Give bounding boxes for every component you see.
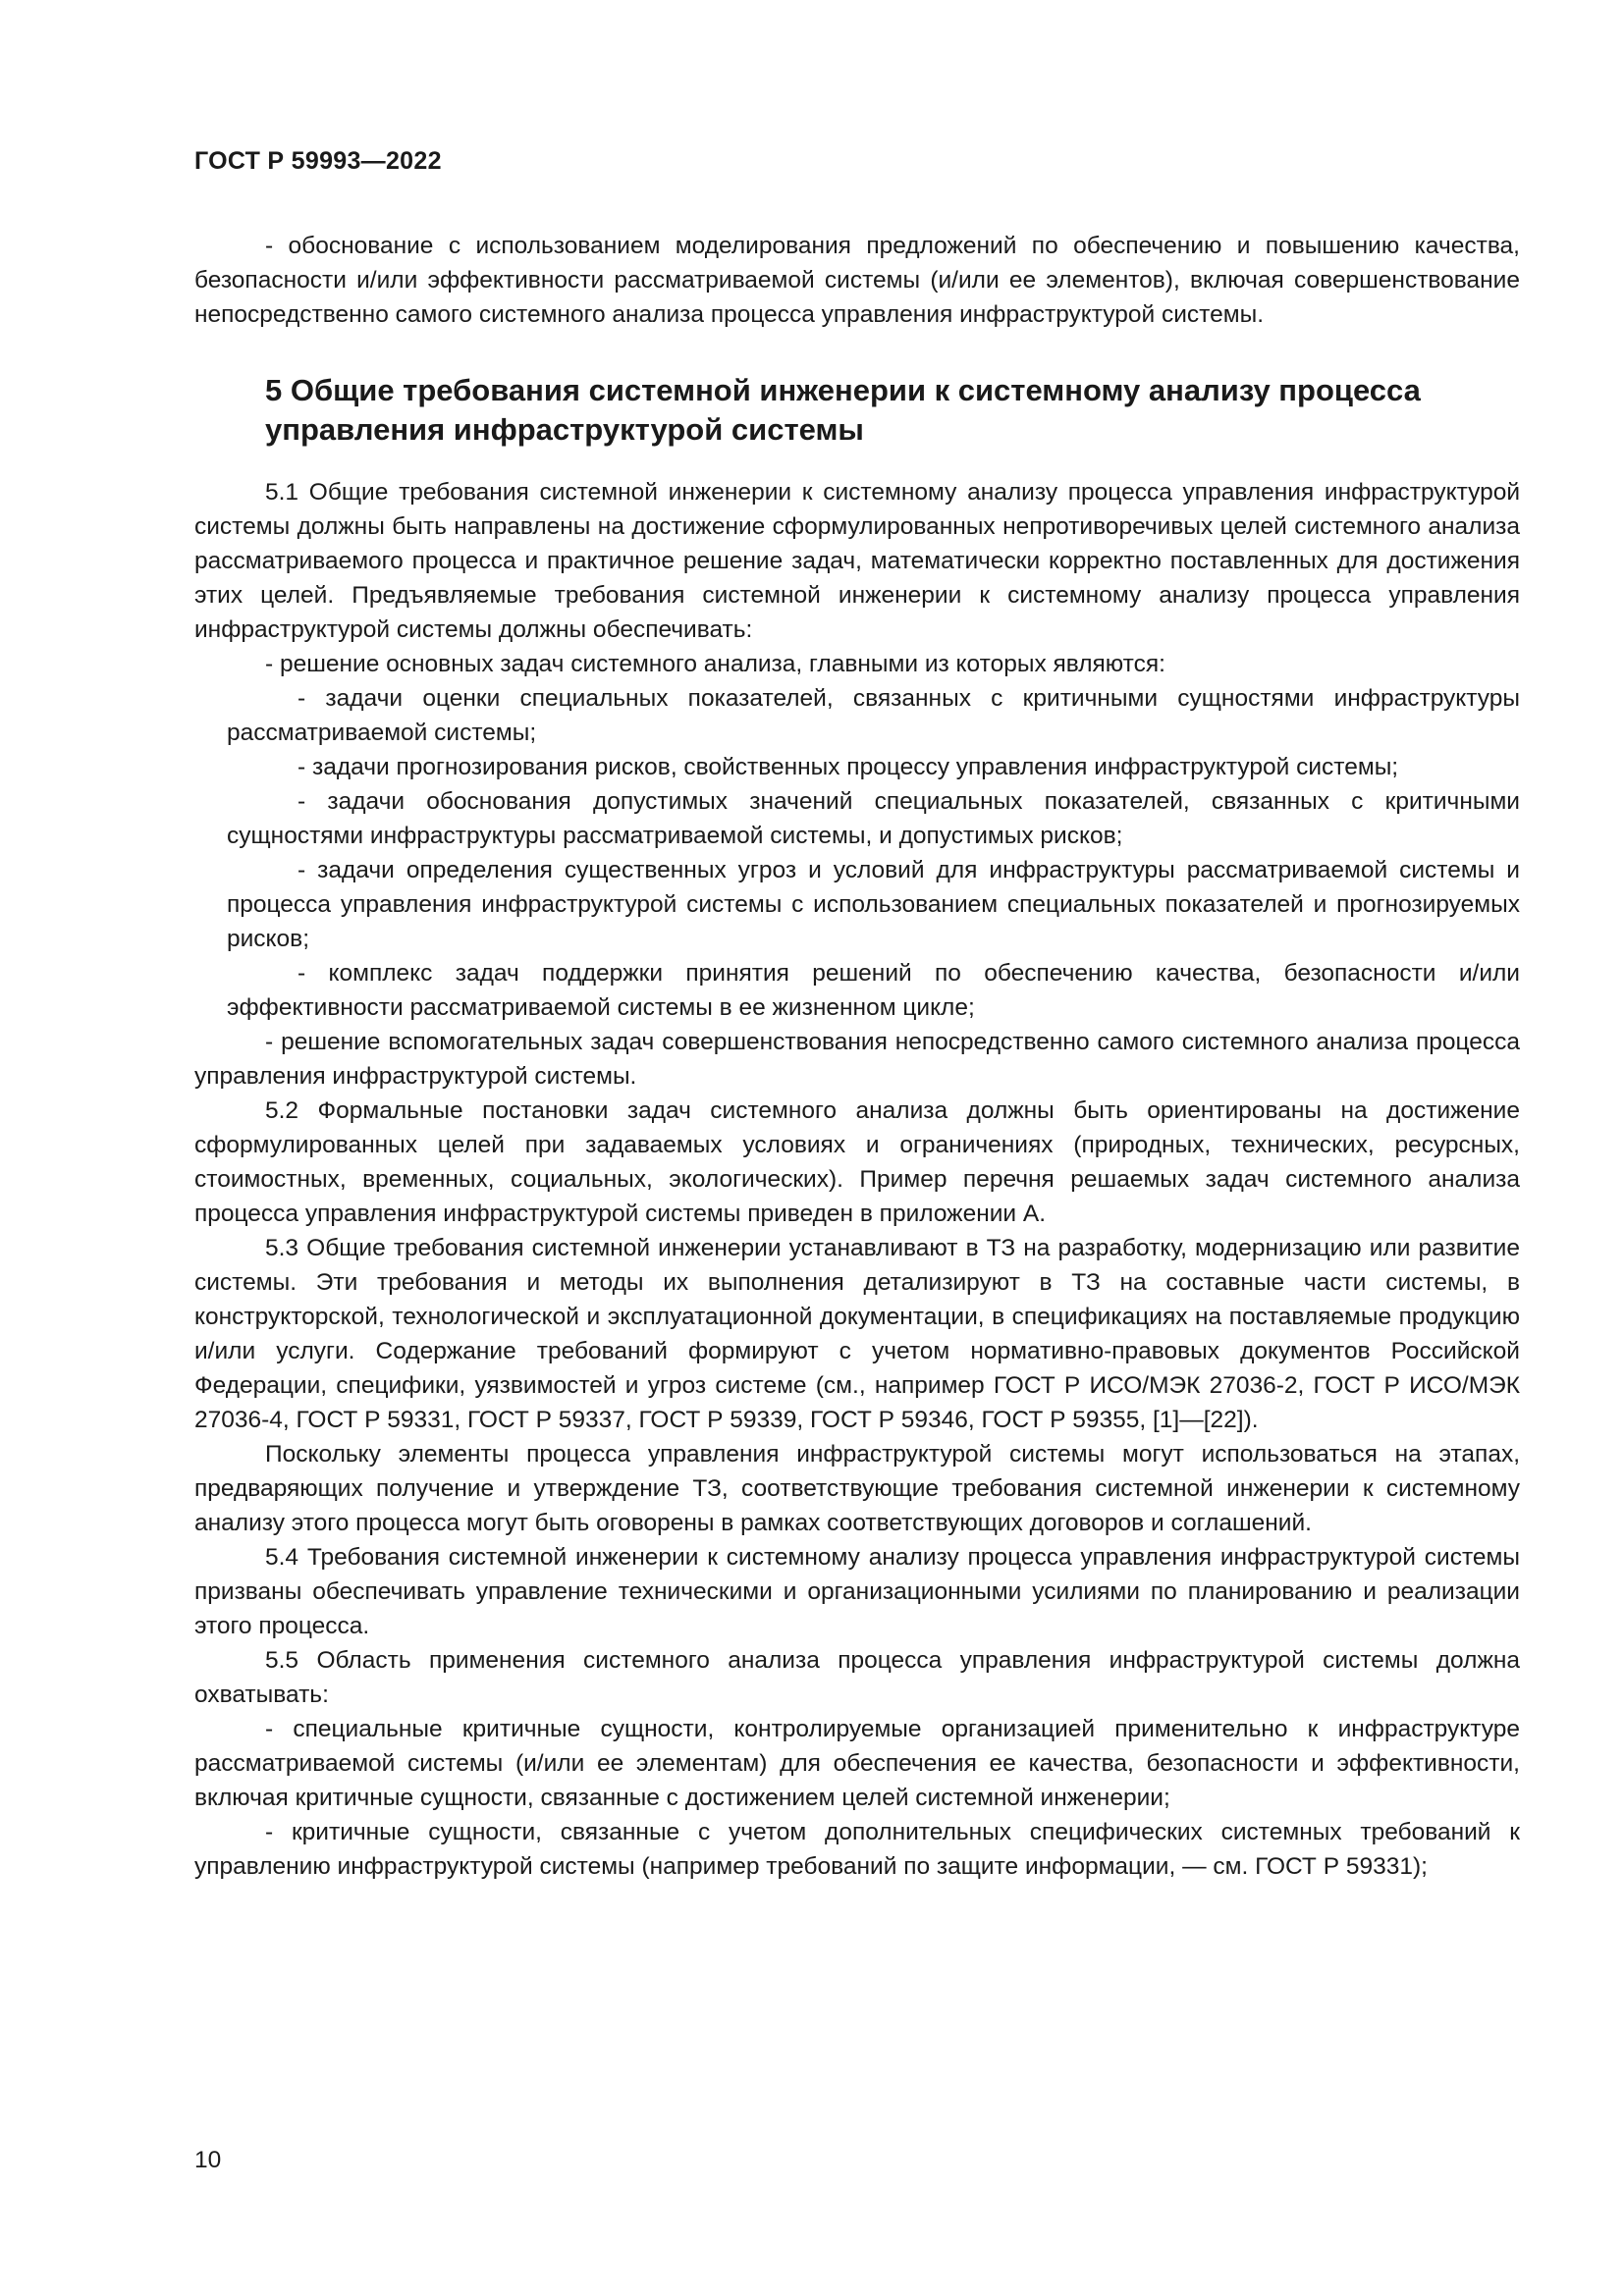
paragraph-5-3: 5.3 Общие требования системной инженерии устанавливают в ТЗ на разработку, модернизацию или развитие системы. Эти требования и методы их выполнения детализируют в ТЗ на составные части системы, в конструкторской, технологической и эксплуатационной документации, в спецификациях на поставляемые продукцию и/или услуги. Содержание требований формируют с учетом нормативно-правовых документов Российской Федерации, специфики, уязвимостей и угроз системе (см., например ГОСТ Р ИСО/МЭК 27036-2, ГОСТ Р ИСО/МЭК 27036-4, ГОСТ Р 59331, ГОСТ Р 59337, ГОСТ Р 59339, ГОСТ Р 59346, ГОСТ Р 59355, [1]—[22]). — [194, 1235, 1520, 1433]
sub-bullet: - комплекс задач поддержки принятия решений по обеспечению качества, безопасности и/или эффективности рассматриваемой системы в ее жизненном цикле; — [227, 960, 1520, 1021]
sub-bullet: - задачи определения существенных угроз и условий для инфраструктуры рассматриваемой системы и процесса управления инфраструктурой системы с использованием специальных показателей и прогнозируемых рисков; — [227, 857, 1520, 952]
paragraph-5-5: 5.5 Область применения системного анализа процесса управления инфраструктурой системы должна охватывать: — [194, 1647, 1520, 1708]
page-number: 10 — [194, 2147, 222, 2173]
paragraph-5-2: 5.2 Формальные постановки задач системного анализа должны быть ориентированы на достижение сформулированных целей при задаваемых условиях и ограничениях (природных, технических, ресурсных, стоимостных, временных, социальных, экологических). Пример перечня решаемых задач системного анализа процесса управления инфраструктурой системы приведен в приложении А. — [194, 1097, 1520, 1227]
list-item: - специальные критичные сущности, контролируемые организацией применительно к инфраструктуре рассматриваемой системы (и/или ее элементам) для обеспечения ее качества, безопасности и эффективности, включая критичные сущности, связанные с достижением целей системной инженерии; — [194, 1716, 1520, 1811]
standard-header: ГОСТ Р 59993—2022 — [194, 147, 442, 175]
sub-bullet: - задачи оценки специальных показателей, связанных с критичными сущностями инфраструктуры рассматриваемой системы; — [227, 685, 1520, 746]
document-page — [194, 147, 1520, 1884]
sub-bullet: - задачи обоснования допустимых значений специальных показателей, связанных с критичными сущностями инфраструктуры рассматриваемой системы, и допустимых рисков; — [227, 788, 1520, 849]
section-title: 5 Общие требования системной инженерии к системному анализу процесса управления инфраструктурой системы — [265, 373, 1421, 447]
intro-paragraph: - обоснование с использованием моделирования предложений по обеспечению и повышению качества, безопасности и/или эффективности рассматриваемой системы (и/или ее элементов), включая совершенствование непосредственно самого системного анализа процесса управления инфраструктурой системы. — [194, 233, 1520, 328]
paragraph-5-3-continued: Поскольку элементы процесса управления инфраструктурой системы могут использоваться на этапах, предваряющих получение и утверждение ТЗ, соответствующие требования системной инженерии к системному анализу этого процесса могут быть оговорены в рамках соответствующих договоров и соглашений. — [194, 1441, 1520, 1536]
bullet-auxiliary-tasks: - решение вспомогательных задач совершенствования непосредственно самого системного анализа процесса управления инфраструктурой системы. — [194, 1029, 1520, 1090]
bullet-main-tasks: - решение основных задач системного анализа, главными из которых являются: — [265, 651, 1165, 677]
list-item: - критичные сущности, связанные с учетом дополнительных специфических системных требований к управлению инфраструктурой системы (например требований по защите информации, — см. ГОСТ Р 59331); — [194, 1819, 1520, 1880]
sub-bullet: - задачи прогнозирования рисков, свойственных процессу управления инфраструктурой системы; — [298, 754, 1399, 780]
paragraph-5-1: 5.1 Общие требования системной инженерии к системному анализу процесса управления инфраструктурой системы должны быть направлены на достижение сформулированных непротиворечивых целей системного анализа рассматриваемого процесса и практичное решение задач, математически корректно поставленных для достижения этих целей. Предъявляемые требования системной инженерии к системному анализу процесса управления инфраструктурой системы должны обеспечивать: — [194, 479, 1520, 643]
paragraph-5-4: 5.4 Требования системной инженерии к системному анализу процесса управления инфраструктурой системы призваны обеспечивать управление техническими и организационными усилиями по планированию и реализации этого процесса. — [194, 1544, 1520, 1639]
